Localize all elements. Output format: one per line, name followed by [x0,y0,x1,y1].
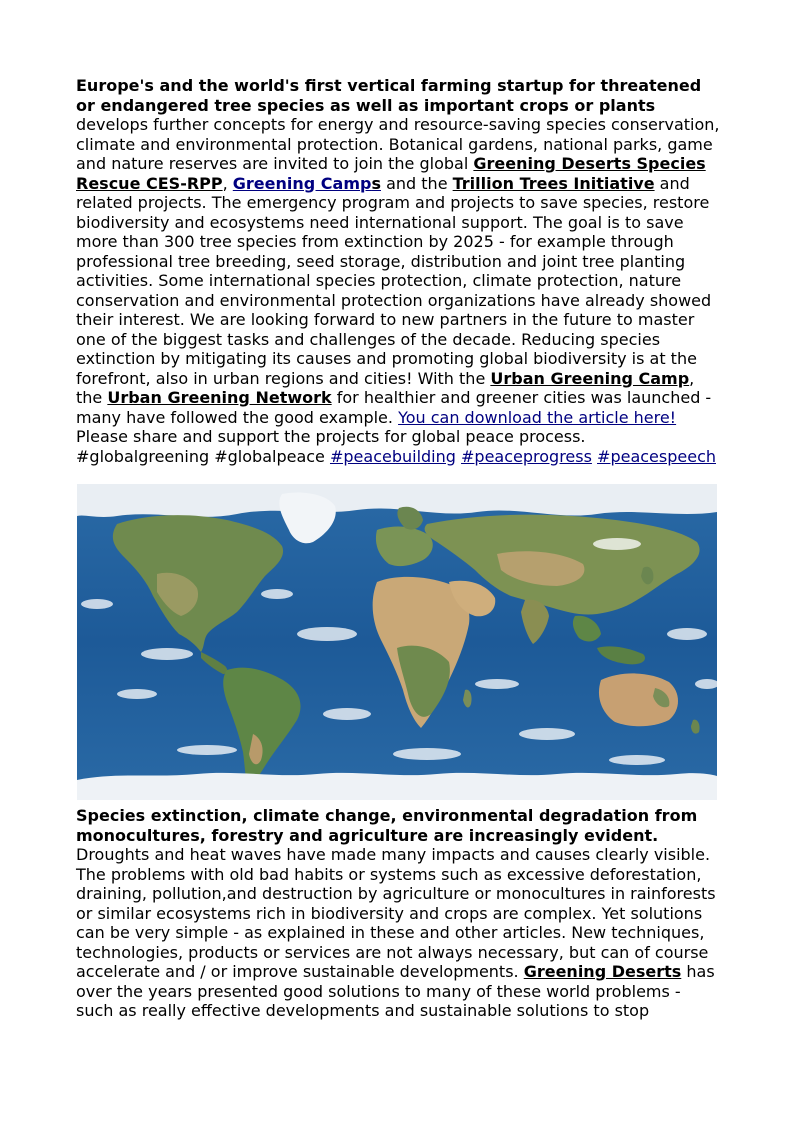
link-urban-greening-network[interactable]: Urban Greening Network [107,388,332,407]
link-urban-greening-camp[interactable]: Urban Greening Camp [490,368,690,388]
document-page [76,76,721,1021]
hashtag-peaceprogress[interactable]: #peaceprogress [461,446,592,466]
link-greening-deserts[interactable]: Greening Deserts [523,962,682,981]
paragraph-extinction [76,806,721,1021]
link-species-rescue-ces-rpp[interactable]: Greening Deserts Species Rescue CES-RPP [76,154,706,193]
world-map-graphic [77,484,717,800]
intro-text-4: Please share and support the projects for global peace process. #globalgreening #globalpeace [76,427,586,466]
antarctica [77,773,717,800]
hashtag-peacebuilding[interactable]: #peacebuilding [329,446,456,466]
intro-lead: Europe's and the world's first vertical farming startup for threatened or endangered tree species as well as important crops or plants [76,76,702,115]
link-download-article[interactable]: You can download the article here! [398,407,677,427]
hashtag-peacespeech[interactable]: #peacespeech [597,446,716,466]
extinction-text-1: Droughts and heat waves have made many impacts and causes clearly visible. The problems with old bad habits or systems such as excessive deforestation, draining, pollution,and destruction by agriculture or monocultures in rainforests or similar ecosystems rich in biodiversity and crops are complex. Yet solutions can be very simple - as explained in these and other articles. New techniques, technologies, products or services are not always necessary, but can of course accelerate and / or improve sustainable developments. [76,845,716,981]
link-greening-camps-suffix: s [371,173,381,193]
link-greening-camps[interactable] [233,174,381,193]
paragraph-intro [76,76,721,466]
intro-text-3: for healthier and greener cities was launched - many have followed the good example. [76,388,712,427]
intro-sep-2: and the [381,173,453,193]
intro-sep-1: , [222,173,233,193]
link-greening-camps-main: Greening Camp [232,173,372,193]
extinction-lead: Species extinction, climate change, environmental degradation from monocultures, forestry and agriculture are increasingly evident. [76,806,698,845]
link-trillion-trees-initiative[interactable]: Trillion Trees Initiative [452,173,655,193]
extinction-text-2: has over the years presented good solutions to many of these world problems - such as really effective developments and sustainable solutions to stop [76,962,715,1020]
intro-text-2: and related projects. The emergency program and projects to save species, restore biodiversity and ecosystems need international support. The goal is to save more than 300 tree species from extinction by 2025 - for example through professional tree breeding, seed storage, distribution and joint tree planting activities. Some international species protection, climate protection, nature conservation and environmental protection organizations have already showed their interest. We are looking forward to new partners in the future to master one of the biggest tasks and challenges of the decade. Reducing species extinction by mitigating its causes and promoting global biodiversity is at the forefront, also in urban regions and cities! With the [76,173,712,388]
intro-sep-3: , the [76,368,695,407]
intro-text-1: develops further concepts for energy and resource-saving species conservation, climate and environmental protection. Botanical gardens, national parks, game and nature reserves are invited to join the global [76,115,720,173]
world-map-image [77,484,717,800]
